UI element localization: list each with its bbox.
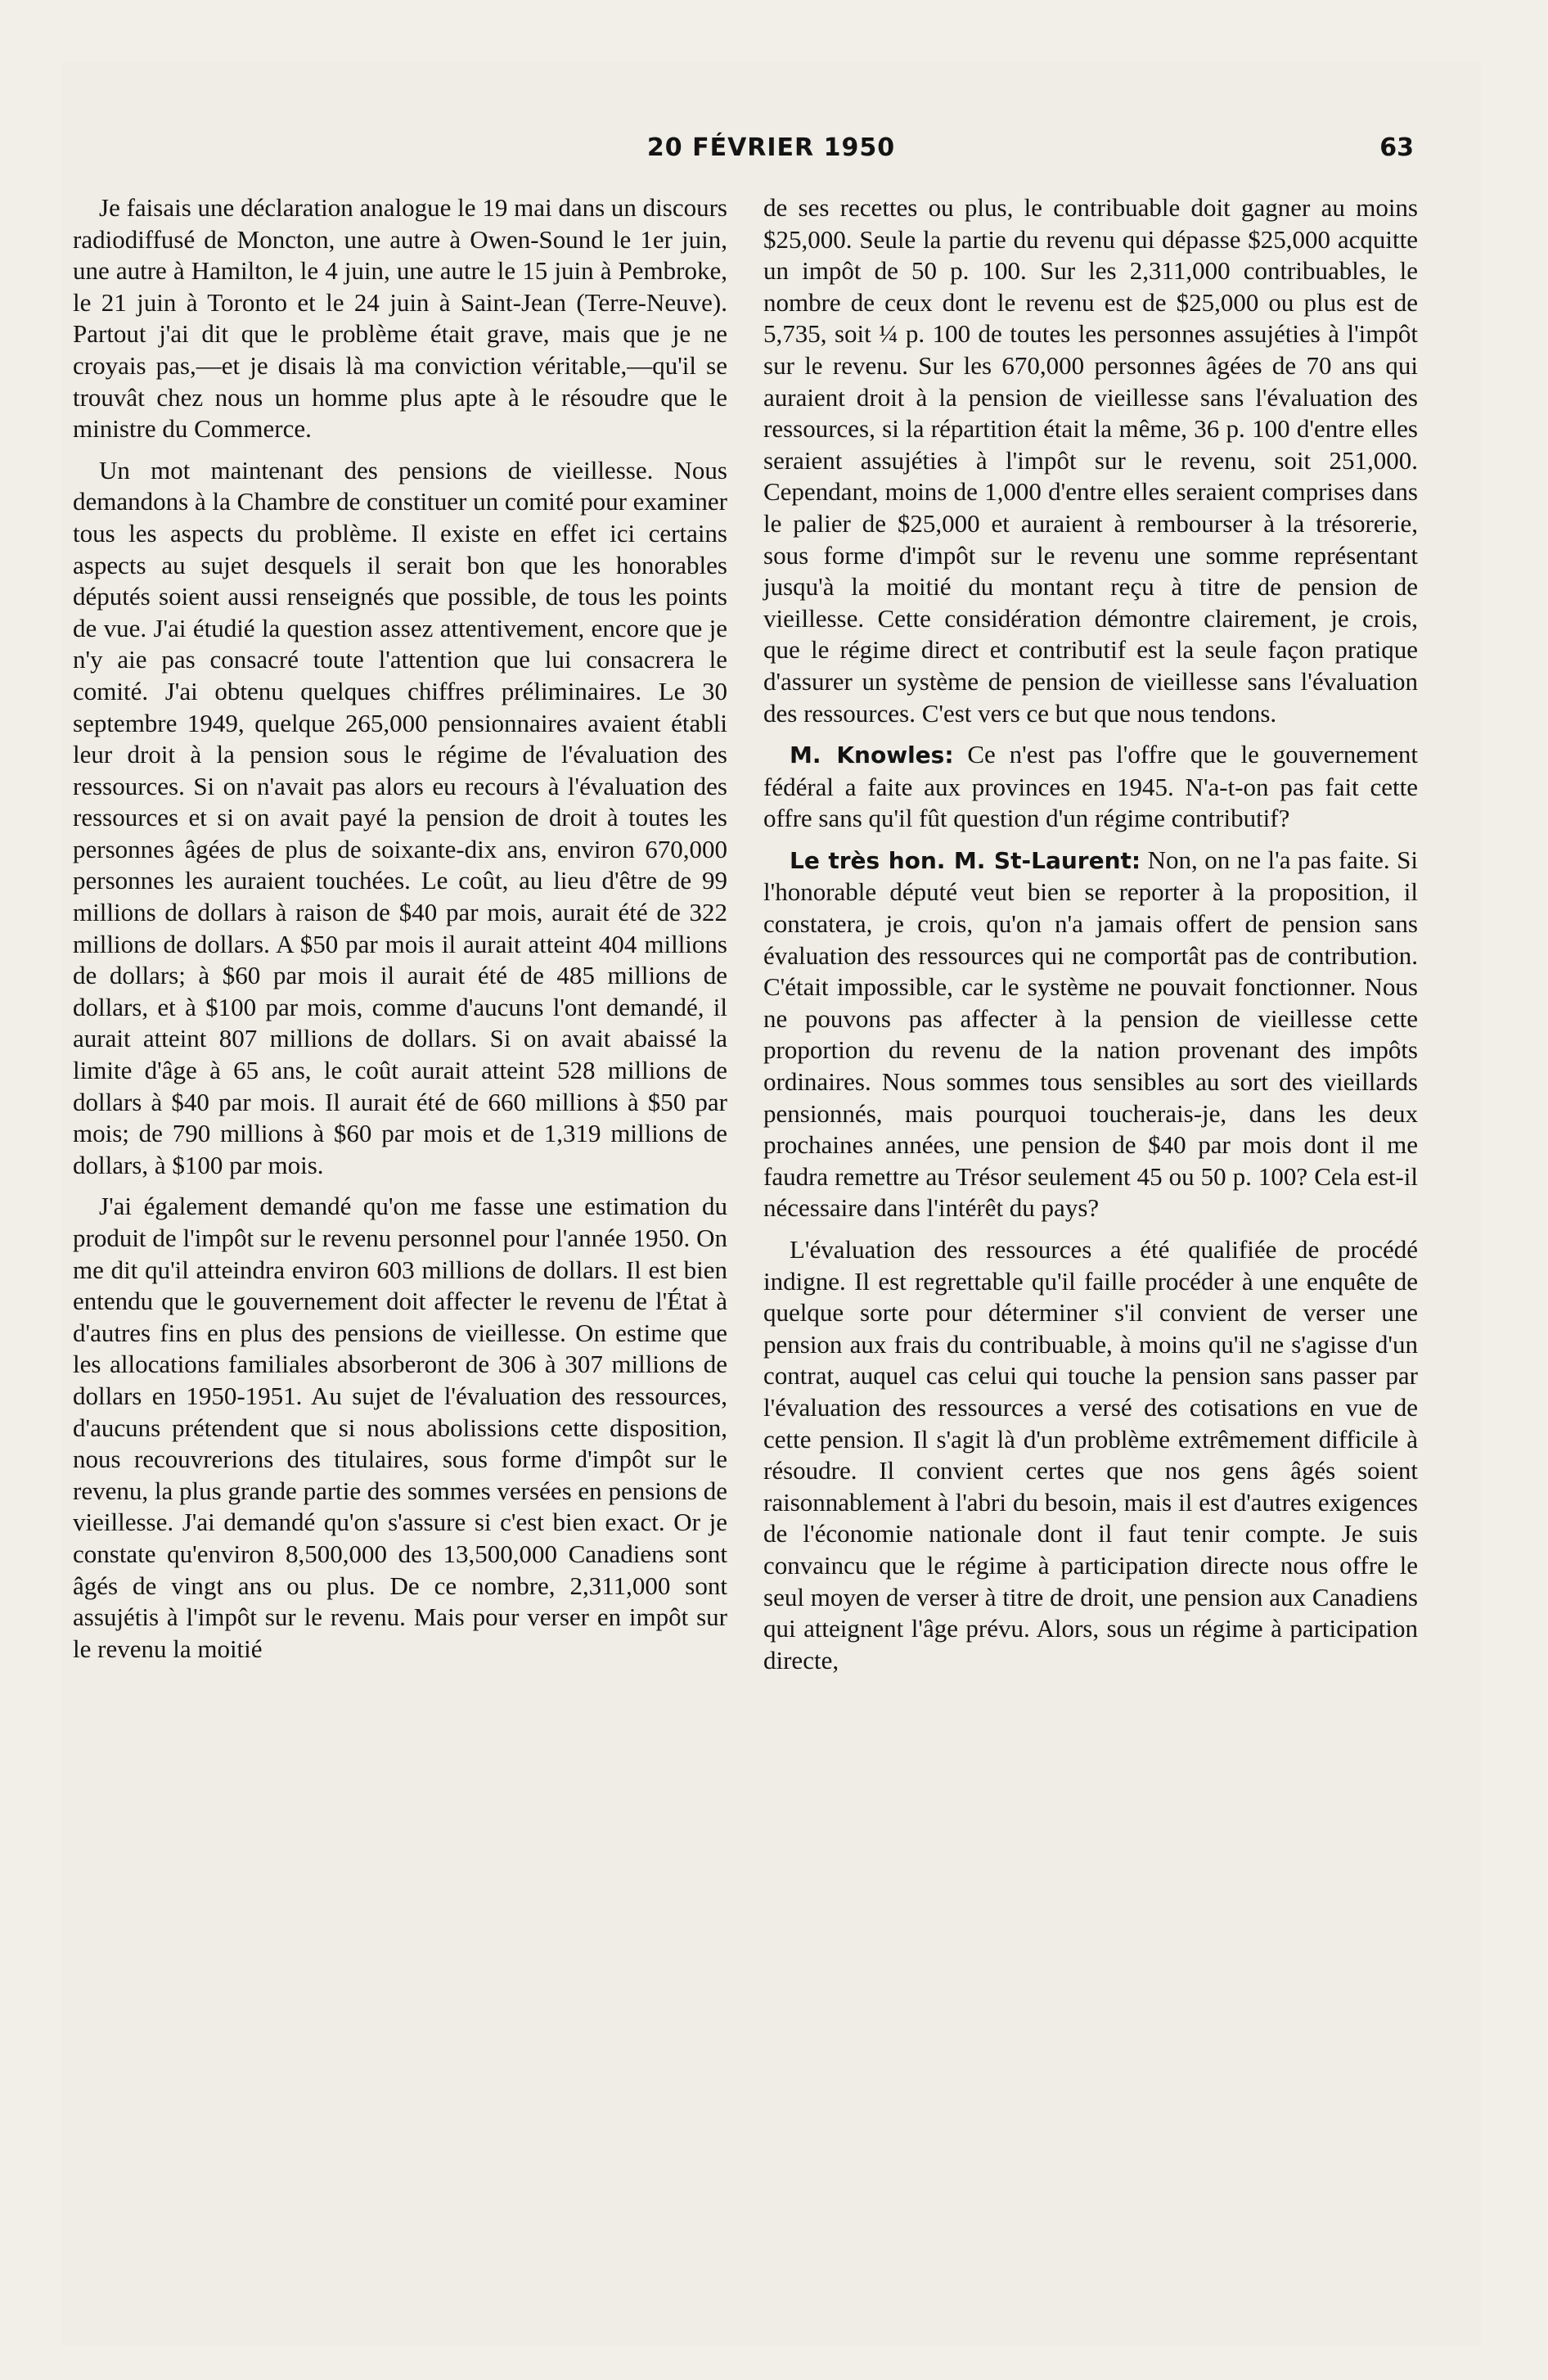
page-header xyxy=(61,133,1481,174)
st-laurent-text: Non, on ne l'a pas faite. Si l'honorable député veut bien se reporter à la proposition, il constatera, je crois, qu'on n'a jamais offert de pension sans évaluation des ressources qui ne comportât pas de contribution. C'était impossible, car le système ne pouvait fonctionner. Nous ne pouvons pas affecter à la pension de vieillesse cette proportion du revenu de la nation provenant des impôts ordinaires. Nous sommes tous sensibles au sort des vieillards pensionnés, mais pourquoi toucherais-je, dans les deux prochaines années, une pension de $40 par mois dont il me faudra remettre au Trésor seulement 45 ou 50 p. 100? Cela est-il nécessaire dans l'intérêt du pays? xyxy=(763,845,1418,1223)
right-paragraph-1: de ses recettes ou plus, le contribuable doit gagner au moins $25,000. Seule la partie du revenu qui dépasse $25,000 acquitte un impôt de 50 p. 100. Sur les 2,311,000 contribuables, le nombre de ceux dont le revenu est de $25,000 ou plus est de 5,735, soit ¼ p. 100 de toutes les personnes assujéties à l'impôt sur le revenu. Sur les 670,000 personnes âgées de 70 ans qui auraient droit à la pension de vieillesse sans l'évaluation des ressources, si la répartition était la même, 36 p. 100 d'entre elles seraient assujéties à l'impôt sur le revenu, soit 251,000. Cependant, moins de 1,000 d'entre elles seraient comprises dans le palier de $25,000 et auraient à rembourser à la trésorerie, sous forme d'impôt sur le revenu une somme représentant jusqu'à la moitié du montant reçu à titre de pension de vieillesse. Cette considération démontre clairement, je crois, que le régime direct et contributif est la seule façon pratique d'assurer un système de pension de vieillesse sans l'évaluation des ressources. C'est vers ce but que nous tendons. xyxy=(763,193,1418,728)
knowles-intervention xyxy=(763,739,1418,835)
header-date: 20 FÉVRIER 1950 xyxy=(646,133,896,162)
speaker-knowles: M. Knowles: xyxy=(790,741,954,769)
left-paragraph-2: Un mot maintenant des pensions de vieillesse. Nous demandons à la Chambre de constituer un comité pour examiner tous les aspects du problème. Il existe en effet ici certains aspects au sujet desquels il serait bon que les honorables députés soient aussi renseignés que possible, de tous les points de vue. J'ai étudié la question assez attentivement, encore que je n'y aie pas consacré toute l'attention que lui consacrera le comité. J'ai obtenu quelques chiffres préliminaires. Le 30 septembre 1949, quelque 265,000 pensionnaires avaient établi leur droit à la pension sous le régime de l'évaluation des ressources. Si on n'avait pas alors eu recours à l'évaluation des ressources et si on avait payé la pension de droit à toutes les personnes âgées de plus de soixante-dix ans, environ 670,000 personnes les auraient touchées. Le coût, au lieu d'être de 99 millions de dollars à raison de $40 par mois, aurait été de 322 millions de dollars. A $50 par mois il aurait atteint 404 millions de dollars; à $60 par mois il aurait été de 485 millions de dollars, et à $100 par mois, comme d'aucuns l'ont demandé, il aurait atteint 807 millions de dollars. Si on avait abaissé la limite d'âge à 65 ans, le coût aurait atteint 528 millions de dollars à $40 par mois. Il aurait été de 660 millions à $50 par mois; de 790 millions à $60 par mois et de 1,319 millions de dollars, à $100 par mois. xyxy=(73,455,727,1179)
right-column xyxy=(763,192,1418,1676)
left-column xyxy=(73,192,727,1665)
document-page xyxy=(61,61,1481,2345)
st-laurent-intervention xyxy=(763,845,1418,1224)
speaker-st-laurent: Le très hon. M. St-Laurent: xyxy=(790,846,1141,874)
left-paragraph-1: Je faisais une déclaration analogue le 19 mai dans un discours radiodiffusé de Moncton, une autre à Owen-Sound le 1er juin, une autre à Hamilton, le 4 juin, une autre le 15 juin à Pembroke, le 21 juin à Toronto et le 24 juin à Saint-Jean (Terre-Neuve). Partout j'ai dit que le problème était grave, mais que je ne croyais pas,—et je disais là ma conviction véritable,—qu'il se trouvât chez nous un homme plus apte à le résoudre que le ministre du Commerce. xyxy=(73,193,727,444)
knowles-text: Ce n'est pas l'offre que le gouvernement fédéral a faite aux provinces en 1945. N'a-t-on pas fait cette offre sans qu'il fût question d'un régime contributif? xyxy=(763,740,1419,833)
page-number: 63 xyxy=(1379,133,1414,162)
right-paragraph-4: L'évaluation des ressources a été qualifiée de procédé indigne. Il est regrettable qu'il faille procéder à une enquête de quelque sorte pour déterminer s'il convient de verser une pension aux frais du contribuable, à moins qu'il ne s'agisse d'un contrat, auquel cas celui qui touche la pension sans passer par l'évaluation des ressources a versé des cotisations en vue de cette pension. Il s'agit là d'un problème extrêmement difficile à résoudre. Il convient certes que nos gens âgés soient raisonnablement à l'abri du besoin, mais il est d'autres exigences de l'économie nationale dont il faut tenir compte. Je suis convaincu que le régime à participation directe nous offre le seul moyen de verser à titre de droit, une pension aux Canadiens qui atteignent l'âge prévu. Alors, sous un régime à participation directe, xyxy=(763,1235,1418,1675)
left-paragraph-3: J'ai également demandé qu'on me fasse une estimation du produit de l'impôt sur le revenu personnel pour l'année 1950. On me dit qu'il atteindra environ 603 millions de dollars. Il est bien entendu que le gouvernement doit affecter le revenu de l'État à d'autres fins en plus des pensions de vieillesse. On estime que les allocations familiales absorberont de 306 à 307 millions de dollars en 1950-1951. Au sujet de l'évaluation des ressources, d'aucuns prétendent que si nous abolissions cette disposition, nous recouvrerions des titulaires, sous forme d'impôt sur le revenu, la plus grande partie des sommes versées en pensions de vieillesse. J'ai demandé qu'on s'assure si c'est bien exact. Or je constate qu'environ 8,500,000 des 13,500,000 Canadiens sont âgés de vingt ans ou plus. De ce nombre, 2,311,000 sont assujétis à l'impôt sur le revenu. Mais pour verser en impôt sur le revenu la moitié xyxy=(73,1192,727,1663)
